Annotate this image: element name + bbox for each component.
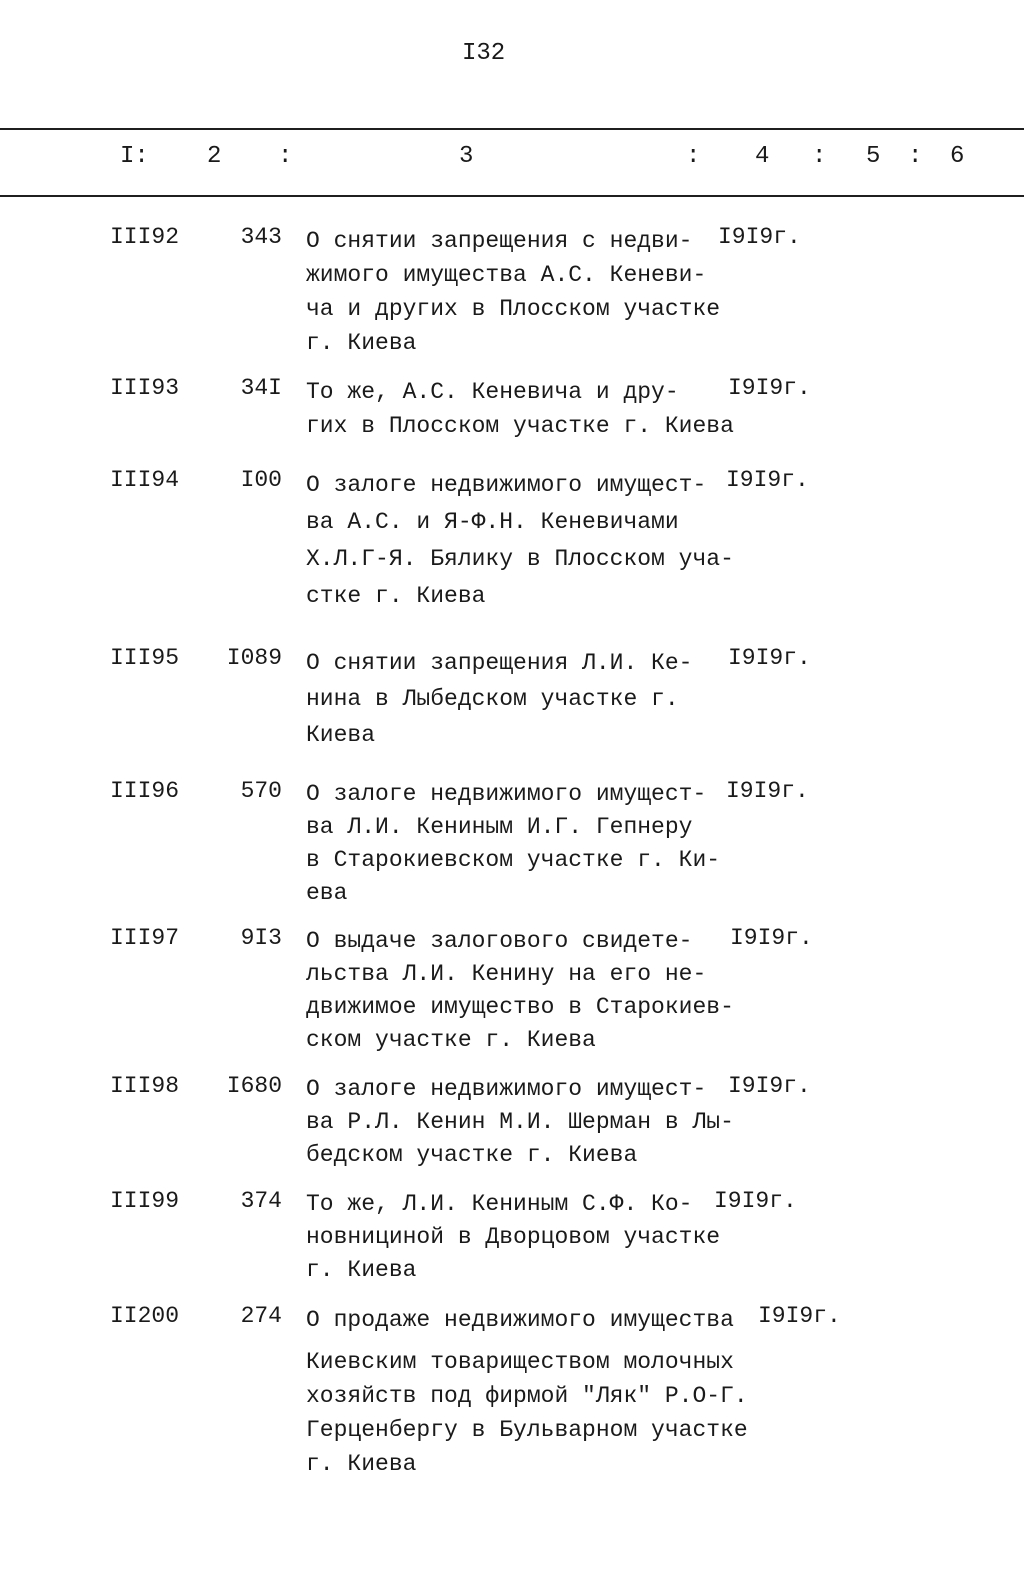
entry-year: I9I9г. xyxy=(728,645,811,671)
description-line: ева xyxy=(306,880,348,906)
entry-sheet: 274 xyxy=(240,1303,282,1329)
column-header-5: 5 xyxy=(866,143,881,170)
entry-description xyxy=(306,375,734,443)
description-line: О выдаче залогового свидете- xyxy=(306,928,693,954)
entry-sheet: 343 xyxy=(240,224,282,250)
description-line: ва Л.И. Кениным И.Г. Гепнеру xyxy=(306,814,693,840)
entry-number: III96 xyxy=(110,778,180,804)
description-line: бедском участке г. Киева xyxy=(306,1142,638,1168)
description-line: г. Киева xyxy=(306,1257,417,1283)
entry-number: III98 xyxy=(110,1073,180,1099)
column-separator: : xyxy=(686,143,701,170)
entry-year: I9I9г. xyxy=(758,1303,841,1329)
entry-number: III94 xyxy=(110,467,180,493)
description-line: движимое имущество в Старокиев- xyxy=(306,994,734,1020)
description-line: О продаже недвижимого имущества xyxy=(306,1307,734,1333)
description-line: О снятии запрещения Л.И. Ке- xyxy=(306,650,693,676)
description-line: О залоге недвижимого имущест- xyxy=(306,1076,707,1102)
description-line: льства Л.И. Кенину на его не- xyxy=(306,961,707,987)
entry-description xyxy=(306,1188,720,1287)
entry-description xyxy=(306,467,734,615)
entry-sheet: I00 xyxy=(240,467,282,493)
column-header-1: I: xyxy=(120,143,149,170)
column-separator: : xyxy=(278,143,293,170)
description-line: стке г. Киева xyxy=(306,583,486,609)
entry-sheet: I089 xyxy=(226,645,282,671)
description-line: То же, Л.И. Кениным С.Ф. Ко- xyxy=(306,1191,693,1217)
column-header-2: 2 xyxy=(207,143,222,170)
entry-sheet: 9I3 xyxy=(240,925,282,951)
entry-sheet: 570 xyxy=(240,778,282,804)
description-line: О снятии запрещения с недви- xyxy=(306,228,693,254)
entry-year: I9I9г. xyxy=(714,1188,797,1214)
entry-number: III99 xyxy=(110,1188,180,1214)
description-line: новнициной в Дворцовом участке xyxy=(306,1224,721,1250)
entry-description xyxy=(306,645,692,753)
entry-description xyxy=(306,224,720,360)
description-line: г. Киева xyxy=(306,1451,417,1477)
column-header-4: 4 xyxy=(755,143,770,170)
column-separator: : xyxy=(908,143,923,170)
entry-sheet: 374 xyxy=(240,1188,282,1214)
description-line: Х.Л.Г-Я. Бялику в Плосском уча- xyxy=(306,546,734,572)
description-line: хозяйств под фирмой "Ляк" Р.О-Г. xyxy=(306,1383,748,1409)
description-line: ча и других в Плосском участке xyxy=(306,296,721,322)
page-number: I32 xyxy=(462,40,506,67)
description-line: ва Р.Л. Кенин М.И. Шерман в Лы- xyxy=(306,1109,734,1135)
column-header-6: 6 xyxy=(950,143,965,170)
entry-number: II200 xyxy=(110,1303,180,1329)
entry-description xyxy=(306,1303,748,1481)
description-line: ва А.С. и Я-Ф.Н. Кеневичами xyxy=(306,509,679,535)
description-line: Киева xyxy=(306,722,376,748)
entry-number: III95 xyxy=(110,645,180,671)
entry-number: III92 xyxy=(110,224,180,250)
description-line: О залоге недвижимого имущест- xyxy=(306,472,707,498)
description-line: гих в Плосском участке г. Киева xyxy=(306,413,734,439)
entry-year: I9I9г. xyxy=(730,925,813,951)
entry-number: III97 xyxy=(110,925,180,951)
description-line: Киевским товариществом молочных xyxy=(306,1349,734,1375)
entry-number: III93 xyxy=(110,375,180,401)
description-line: в Старокиевском участке г. Ки- xyxy=(306,847,721,873)
description-line: нина в Лыбедском участке г. xyxy=(306,686,679,712)
description-line: Герценбергу в Бульварном участке xyxy=(306,1417,748,1443)
description-line: То же, А.С. Кеневича и дру- xyxy=(306,379,679,405)
entry-year: I9I9г. xyxy=(728,375,811,401)
entry-sheet: 34I xyxy=(240,375,282,401)
entry-description xyxy=(306,925,734,1057)
description-line: жимого имущества А.С. Кеневи- xyxy=(306,262,707,288)
entry-description xyxy=(306,778,720,910)
entry-year: I9I9г. xyxy=(726,467,809,493)
header-bottom-rule xyxy=(0,195,1024,197)
entry-year: I9I9г. xyxy=(726,778,809,804)
header-top-rule xyxy=(0,128,1024,130)
column-separator: : xyxy=(812,143,827,170)
description-line: г. Киева xyxy=(306,330,417,356)
entry-year: I9I9г. xyxy=(728,1073,811,1099)
description-line: ском участке г. Киева xyxy=(306,1027,596,1053)
entry-year: I9I9г. xyxy=(718,224,801,250)
column-header-3: 3 xyxy=(459,143,474,170)
entry-description xyxy=(306,1073,734,1172)
entry-sheet: I680 xyxy=(226,1073,282,1099)
column-header-row xyxy=(0,143,1024,179)
description-line: О залоге недвижимого имущест- xyxy=(306,781,707,807)
